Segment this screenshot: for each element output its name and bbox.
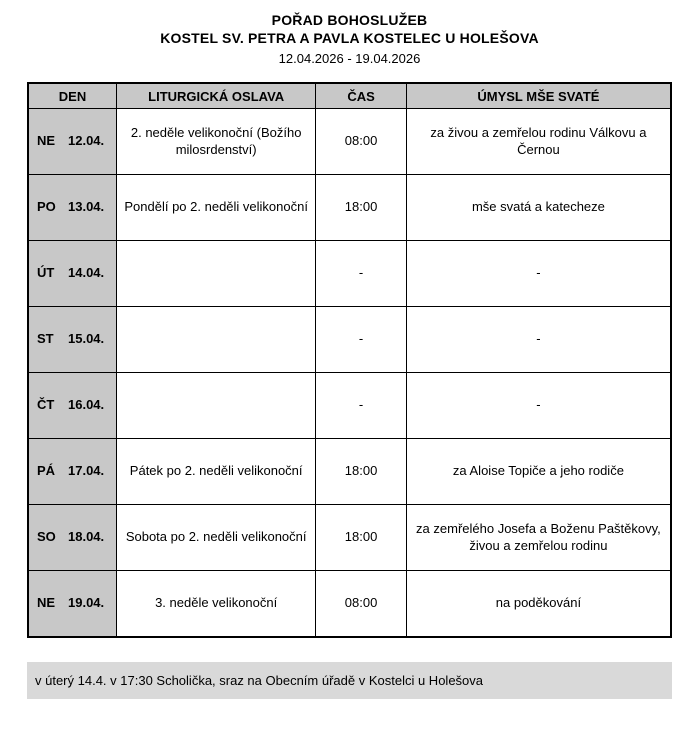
day-date: 18.04.: [68, 529, 105, 545]
table-row: [28, 241, 671, 307]
day-cell: [28, 439, 117, 505]
celebration-cell: 3. neděle velikonoční: [117, 571, 316, 637]
day-abbrev: SO: [37, 529, 56, 545]
celebration-cell: 2. neděle velikonoční (Božího milosrdenství): [117, 109, 316, 175]
day-cell: [28, 109, 117, 175]
table-row: [28, 307, 671, 373]
day-date: 12.04.: [68, 133, 105, 149]
intention-cell: -: [406, 373, 671, 439]
celebration-cell: Pátek po 2. neděli velikonoční: [117, 439, 316, 505]
page-title: POŘAD BOHOSLUŽEB: [271, 12, 428, 28]
table-row: [28, 175, 671, 241]
day-abbrev: NE: [37, 133, 56, 149]
header-row: [28, 83, 671, 109]
table-row: [28, 109, 671, 175]
day-abbrev: PO: [37, 199, 56, 215]
time-cell: 18:00: [316, 175, 407, 241]
day-date: 14.04.: [68, 265, 105, 281]
day-abbrev: ČT: [37, 397, 55, 413]
table-row: [28, 373, 671, 439]
day-cell: [28, 505, 117, 571]
title-block: [0, 12, 699, 66]
footer-note: v úterý 14.4. v 17:30 Scholička, sraz na Obecním úřadě v Kostelci u Holešova: [27, 662, 672, 699]
column-header-umysl-mse-svate: ÚMYSL MŠE SVATÉ: [406, 83, 671, 109]
table-row: [28, 571, 671, 637]
time-cell: -: [316, 241, 407, 307]
intention-cell: na poděkování: [406, 571, 671, 637]
column-header-liturgicka-oslava: LITURGICKÁ OSLAVA: [117, 83, 316, 109]
time-cell: 18:00: [316, 505, 407, 571]
intention-cell: za Aloise Topiče a jeho rodiče: [406, 439, 671, 505]
intention-cell: mše svatá a katecheze: [406, 175, 671, 241]
table-row: [28, 439, 671, 505]
date-range: 12.04.2026 - 19.04.2026: [278, 51, 421, 66]
time-cell: 18:00: [316, 439, 407, 505]
day-date: 16.04.: [68, 397, 105, 413]
day-date: 17.04.: [68, 463, 105, 479]
page-subtitle: KOSTEL SV. PETRA A PAVLA KOSTELEC U HOLEŠOVA: [160, 30, 539, 46]
day-cell: [28, 175, 117, 241]
day-date: 19.04.: [68, 594, 105, 610]
day-cell: [28, 571, 117, 637]
celebration-cell: Sobota po 2. neděli velikonoční: [117, 505, 316, 571]
time-cell: 08:00: [316, 571, 407, 637]
table-row: [28, 505, 671, 571]
time-cell: -: [316, 373, 407, 439]
column-header-den: DEN: [28, 83, 117, 109]
day-date: 15.04.: [68, 331, 105, 347]
day-abbrev: PÁ: [37, 463, 56, 479]
celebration-cell: [117, 307, 316, 373]
time-cell: 08:00: [316, 109, 407, 175]
intention-cell: -: [406, 241, 671, 307]
time-cell: -: [316, 307, 407, 373]
day-abbrev: ÚT: [37, 265, 55, 281]
intention-cell: za živou a zemřelou rodinu Válkovu a Černou: [406, 109, 671, 175]
day-cell: [28, 241, 117, 307]
day-cell: [28, 373, 117, 439]
day-abbrev: ST: [37, 331, 54, 347]
column-header-cas: ČAS: [316, 83, 407, 109]
schedule-table: [27, 82, 672, 638]
intention-cell: -: [406, 307, 671, 373]
intention-cell: za zemřelého Josefa a Boženu Paštěkovy, živou a zemřelou rodinu: [406, 505, 671, 571]
day-date: 13.04.: [68, 199, 105, 215]
celebration-cell: [117, 373, 316, 439]
celebration-cell: [117, 241, 316, 307]
day-abbrev: NE: [37, 594, 56, 610]
day-cell: [28, 307, 117, 373]
celebration-cell: Pondělí po 2. neděli velikonoční: [117, 175, 316, 241]
